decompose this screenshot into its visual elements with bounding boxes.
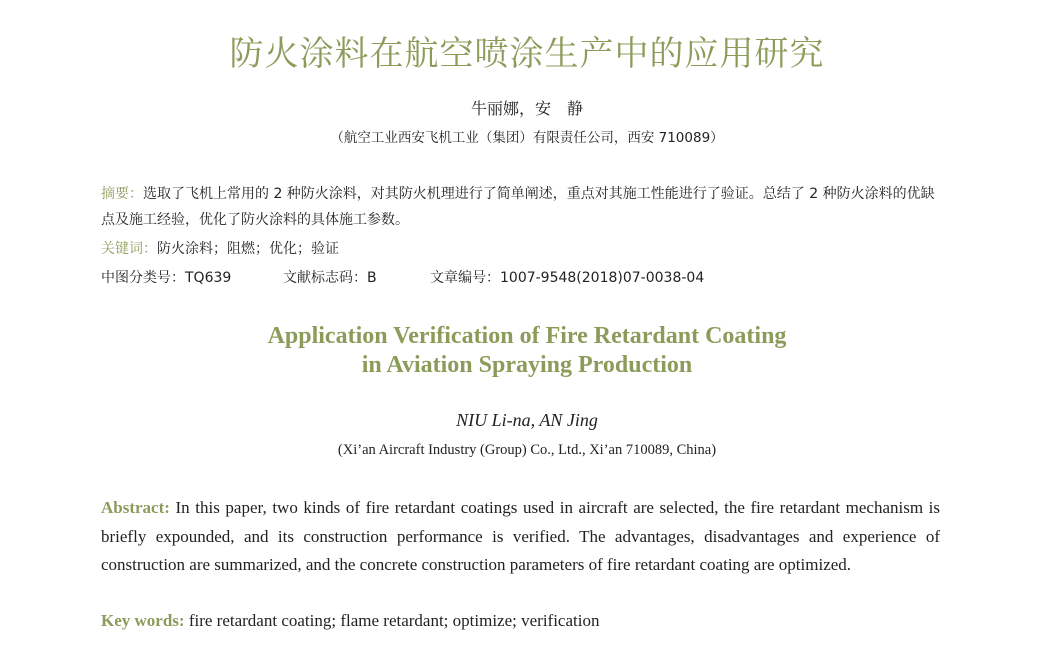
clc-number [101,267,283,289]
chinese-abstract [101,181,946,233]
chinese-title: 防火涂料在航空喷涂生产中的应用研究 [229,34,825,74]
classification-line [101,267,946,289]
article-number [430,267,704,289]
chinese-affiliation: （航空工业西安飞机工业（集团）有限责任公司，西安 710089） [330,130,724,146]
chinese-abstract-text: 选取了飞机上常用的 2 种防火涂料，对其防火机理进行了简单阐述，重点对其施工性能进行了验证。总结了 2 种防火涂料的优缺点及施工经验，优化了防火涂料的具体施工参数。 [101,186,935,228]
document-code-label: 文献标志码： [283,270,367,286]
article-number-value: 1007-9548(2018)07-0038-04 [500,270,705,286]
clc-value: TQ639 [185,270,232,286]
chinese-keywords-text: 防火涂料；阻燃；优化；验证 [157,241,339,257]
english-abstract-text: In this paper, two kinds of fire retardant coatings used in aircraft are selected, the fire retardant mechanism is briefly expounded, and its construction performance is verified. The advantages, disadvantages and experience of construction are summarized, and the concrete construction parameters of fire retardant coating are optimized. [101,498,940,574]
english-keywords-label: Key words: [101,611,185,630]
english-title-line-2: in Aviation Spraying Production [361,352,693,378]
article-number-label: 文章编号： [430,270,500,286]
english-title-line-1: Application Verification of Fire Retardant Coating [267,323,787,349]
english-authors: NIU Li-na, AN Jing [456,410,598,430]
english-title [0,322,1054,380]
english-abstract-label: Abstract: [101,498,170,517]
clc-label: 中图分类号： [101,270,185,286]
english-keywords-text: fire retardant coating; flame retardant; optimize; verification [184,611,600,630]
chinese-keywords-label: 关键词： [101,241,157,257]
chinese-authors: 牛丽娜，安 静 [470,99,583,118]
english-affiliation: (Xi’an Aircraft Industry (Group) Co., Ltd., Xi’an 710089, China) [337,442,717,458]
english-keywords [101,608,940,634]
chinese-keywords [101,238,946,260]
document-code-value: B [367,270,377,286]
document-code [283,267,430,289]
english-abstract [101,494,940,580]
chinese-abstract-label: 摘要： [101,186,143,202]
